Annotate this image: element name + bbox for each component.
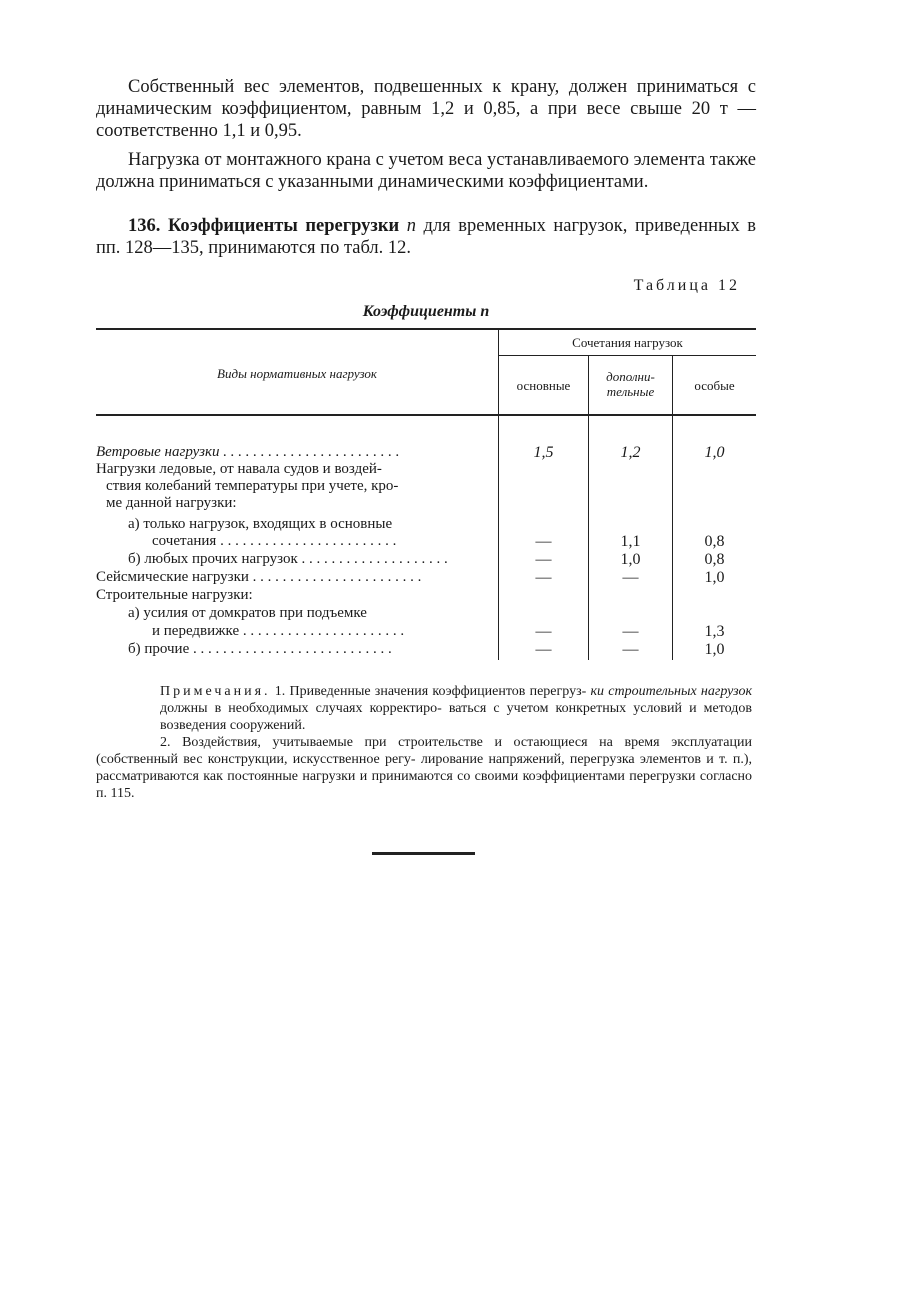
- header-combinations: Сочетания нагрузок: [572, 335, 683, 350]
- cell-special: 1,3: [704, 623, 725, 640]
- note-1: [160, 683, 752, 734]
- cell-extra: —: [622, 569, 639, 586]
- col-divider-3: [672, 356, 673, 660]
- cell-special: 1,0: [704, 444, 725, 461]
- note-1-line-c: должны в необходимых случаях корректиро-: [160, 701, 442, 716]
- paragraph-dynamic-coefficients: Собственный вес элементов, подвешенных к крану, должен приниматься с динамическим коэффициентом, равным 1,2 и 0,85, а при весе свыше 20 т — соответственно 1,1 и 0,95.: [96, 77, 756, 141]
- note-2-line-b: время эксплуатации (собственный вес конструкции, искусственное регу-: [96, 735, 752, 767]
- row-label: и передвижке: [152, 623, 240, 639]
- cell-basic: —: [535, 551, 552, 568]
- note-2-line-a: 2. Воздействия, учитываемые при строительстве и остающиеся на: [160, 735, 613, 750]
- cell-extra: 1,0: [620, 551, 641, 568]
- clause-rest: для временных нагрузок, приведенных в пп. 128—135, принимаются по табл. 12.: [96, 216, 757, 258]
- clause-term: Коэффициенты перегрузки: [167, 216, 400, 236]
- cell-special: 0,8: [704, 533, 725, 550]
- header-extra: [589, 369, 672, 399]
- cell-special: 1,0: [704, 641, 725, 658]
- row-label: б) любых прочих нагрузок: [128, 551, 298, 567]
- cell-extra: —: [622, 641, 639, 658]
- row-label: Сейсмические нагрузки: [96, 569, 249, 585]
- header-extra-line2: тельные: [606, 384, 655, 399]
- table-row: Строительные нагрузки:: [96, 587, 253, 603]
- note-2-line-d: как постоянные нагрузки и принимаются со своими коэффициентами: [203, 769, 625, 784]
- table-row: б) любых прочих нагрузок . . . . . . . . . . . . . . . . . . . .: [128, 551, 448, 567]
- table-title: Коэффициенты n: [362, 303, 490, 320]
- header-load-kinds: Виды нормативных нагрузок: [217, 366, 377, 381]
- cell-basic: —: [535, 569, 552, 586]
- end-rule: [372, 852, 475, 855]
- note-1-line-a: 1. Приведенные значения коэффициентов перегруз-: [274, 684, 587, 699]
- header-bottom-rule: [96, 414, 756, 416]
- table-row: сочетания . . . . . . . . . . . . . . . . . . . . . . . .: [152, 533, 397, 549]
- table-top-rule: [96, 328, 756, 330]
- cell-special: 1,0: [704, 569, 725, 586]
- table-row: а) усилия от домкратов при подъемке: [128, 605, 367, 621]
- cell-basic: —: [535, 641, 552, 658]
- table-row: а) только нагрузок, входящих в основные: [128, 516, 393, 532]
- row-label: б) прочие: [128, 641, 190, 657]
- note-2-line-e: перегрузки согласно п. 115.: [96, 769, 753, 801]
- cell-extra: 1,2: [620, 444, 641, 461]
- note-2: [96, 734, 752, 802]
- table-row: Сейсмические нагрузки . . . . . . . . . . . . . . . . . . . . . . .: [96, 569, 422, 585]
- row-label: Ветровые нагрузки: [96, 444, 220, 460]
- clause-number: 136.: [128, 216, 161, 236]
- notes-heading: Примечания.: [160, 684, 271, 699]
- table-row: Нагрузки ледовые, от навала судов и воздей-: [96, 461, 382, 477]
- col-divider-2: [588, 356, 589, 660]
- note-1-emphasis: ки строительных нагрузок: [590, 684, 752, 699]
- header-extra-line1: дополни-: [606, 369, 655, 384]
- note-2-line-c: лирование напряжений, перегрузка элементов и т. п.), рассматриваются: [96, 752, 752, 784]
- header-group-rule: [499, 355, 756, 356]
- note-1-line-d: ваться с учетом конкретных условий и методов возведения сооружений.: [160, 701, 753, 733]
- table-caption: Таблица 12: [633, 277, 740, 294]
- cell-basic: 1,5: [533, 444, 554, 461]
- paragraph-crane-load: Нагрузка от монтажного крана с учетом веса устанавливаемого элемента также должна приниматься с указанными динамическими коэффициентами.: [96, 150, 756, 192]
- row-label: сочетания: [152, 533, 217, 549]
- header-basic: основные: [516, 378, 571, 393]
- cell-basic: —: [535, 623, 552, 640]
- table-row: Ветровые нагрузки . . . . . . . . . . . . . . . . . . . . . . . .: [96, 444, 400, 460]
- clause-variable: n: [406, 216, 416, 236]
- table-row: и передвижке . . . . . . . . . . . . . . . . . . . . . .: [152, 623, 405, 639]
- cell-special: 0,8: [704, 551, 725, 568]
- table-row: б) прочие . . . . . . . . . . . . . . . . . . . . . . . . . . .: [128, 641, 392, 657]
- cell-extra: —: [622, 623, 639, 640]
- header-special: особые: [694, 378, 735, 393]
- table-row: ствия колебаний температуры при учете, кро-: [106, 478, 399, 494]
- overload-coefficients-table: [96, 0, 756, 1305]
- table-row: ме данной нагрузки:: [106, 495, 237, 511]
- cell-basic: —: [535, 533, 552, 550]
- cell-extra: 1,1: [620, 533, 641, 550]
